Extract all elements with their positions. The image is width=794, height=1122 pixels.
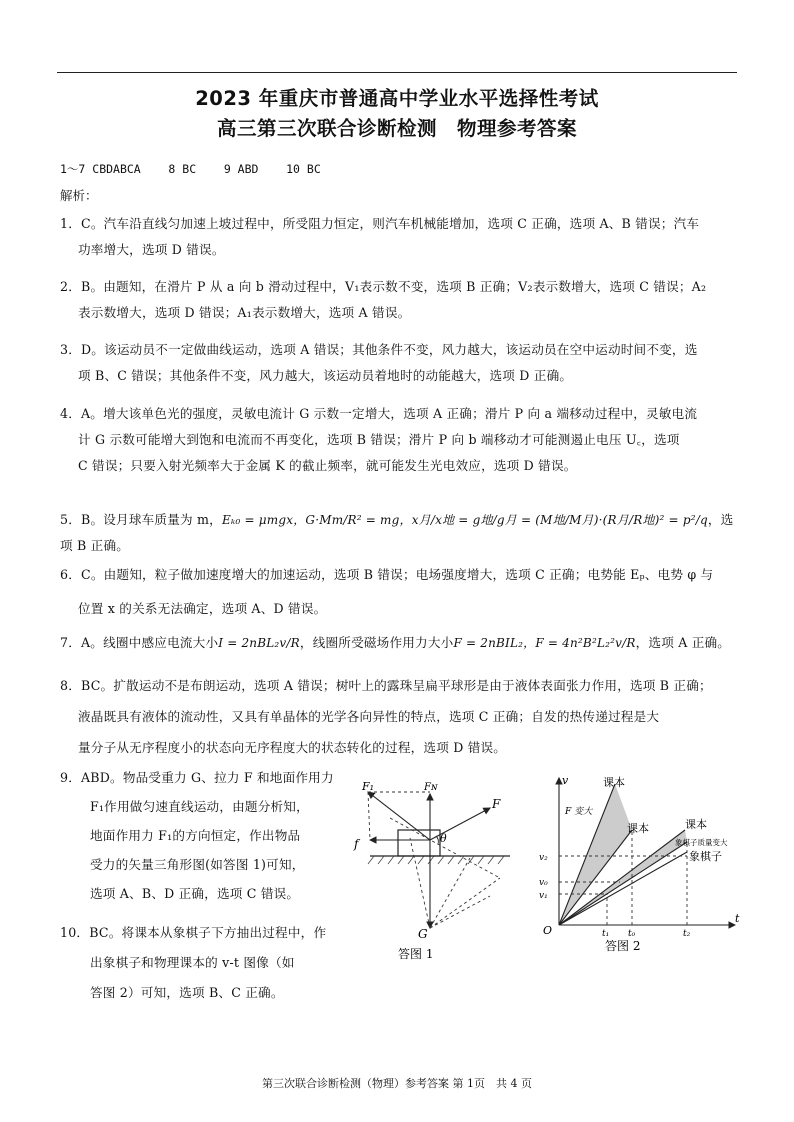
solution-text: ，选项 B 正确。 bbox=[60, 512, 734, 553]
v-axis-label: v bbox=[562, 774, 569, 787]
solution-text: 表示数增大，选项 D 错误；A₁表示数增大，选项 A 错误。 bbox=[78, 305, 411, 320]
t1-label: t₁ bbox=[602, 929, 610, 939]
figure1-caption: 答图 1 bbox=[398, 947, 434, 961]
f-label: F bbox=[492, 797, 501, 811]
f1-label: F₁ bbox=[362, 780, 375, 793]
analysis-label: 解析： bbox=[60, 188, 98, 203]
v1-label: v₁ bbox=[539, 891, 548, 901]
mass-change-label: 象棋子质量变大 bbox=[675, 838, 728, 847]
solution-text: 液晶既具有液体的流动性，又具有单晶体的光学各向异性的特点，选项 C 正确；自发的热传递过程是大 bbox=[78, 709, 660, 724]
solution-text: 3．D。该运动员不一定做曲线运动，选项 A 错误；其他条件不变，风力越大，该运动员在空中运动时间不变，选 bbox=[60, 342, 698, 357]
solution-6 bbox=[60, 558, 740, 626]
solution-text: 8．BC。扩散运动不是布朗运动，选项 A 错误；树叶上的露珠呈扁平球形是由于液体表面张力作用，选项 B 正确； bbox=[60, 678, 712, 693]
book-label-2: 课本 bbox=[627, 822, 649, 835]
force-diagram bbox=[350, 778, 530, 963]
solution-text: 项 B、C 错误；其他条件不变，风力越大，该运动员着地时的动能越大，选项 D 正确。 bbox=[78, 368, 573, 383]
solution-text: 7．A。线圈中感应电流大小 bbox=[60, 635, 219, 650]
solution-3 bbox=[60, 337, 740, 389]
solution-text: 10．BC。将课本从象棋子下方抽出过程中，作 bbox=[60, 925, 327, 940]
solution-text: 地面作用力 F₁的方向恒定，作出物品 bbox=[90, 828, 301, 843]
f-change-label: F 变大 bbox=[565, 807, 593, 817]
solution-text: 选项 A、B、D 正确，选项 C 错误。 bbox=[90, 886, 300, 901]
vt-graph bbox=[535, 770, 760, 960]
solution-1 bbox=[60, 211, 740, 263]
formula: I = 2nBL₂v/R bbox=[218, 636, 300, 650]
solution-5 bbox=[60, 507, 740, 559]
formula: Eₖ₀ = μmgx，G·Mm/R² = mg，x月/x地 = g地/g月 = (M地/M月)·(R月/R地)² = p²/q bbox=[221, 513, 708, 527]
solution-text: 4．A。增大该单色光的强度，灵敏电流计 G 示数一定增大，选项 A 正确；滑片 P 向 a 端移动过程中，灵敏电流 bbox=[60, 406, 698, 421]
solution-text: F₁作用做匀速直线运动，由题分析知， bbox=[90, 799, 309, 814]
v0-label: v₀ bbox=[539, 878, 548, 888]
solution-text: 功率增大，选项 D 错误。 bbox=[78, 242, 225, 257]
solution-text: 1．C。汽车沿直线匀加速上坡过程中，所受阻力恒定，则汽车机械能增加，选项 C 正确，选项 A、B 错误；汽车 bbox=[60, 216, 700, 231]
solution-text: 计 G 示数可能增大到饱和电流而不再变化，选项 B 错误；滑片 P 向 b 端移动才可能测遏止电压 U꜀，选项 bbox=[78, 432, 680, 447]
solution-text: ，线圈所受磁场作用力大小 bbox=[299, 635, 454, 650]
solution-text: 9．ABD。物品受重力 G、拉力 F 和地面作用力 bbox=[60, 770, 334, 785]
fn-label: Fɴ bbox=[424, 782, 438, 793]
page-footer: 第三次联合诊断检测（物理）参考答案 第 1页 共 4 页 bbox=[262, 1077, 532, 1090]
answer-key: 1～7 CBDABCA 8 BC 9 ABD 10 BC bbox=[60, 162, 321, 176]
chess-label: 象棋子 bbox=[689, 850, 722, 863]
solution-10 bbox=[60, 918, 350, 1008]
formula: F = 2nBIL₂，F = 4n²B²L₂²v/R bbox=[453, 636, 636, 650]
solution-2 bbox=[60, 274, 740, 326]
theta-label: θ bbox=[440, 832, 447, 845]
solution-text: ，选项 A 正确。 bbox=[635, 635, 731, 650]
solution-text: 量分子从无序程度小的状态向无序程度大的状态转化的过程，选项 D 错误。 bbox=[78, 740, 507, 755]
solution-text: 2．B。由题知，在滑片 P 从 a 向 b 滑动过程中，V₁表示数不变，选项 B 正确；V₂表示数增大，选项 C 错误；A₂ bbox=[60, 279, 707, 294]
solution-text: 位置 x 的关系无法确定，选项 A、D 错误。 bbox=[78, 601, 327, 616]
solution-text: 6．C。由题知，粒子做加速度增大的加速运动，选项 B 错误；电场强度增大，选项 C 正确；电势能 Eₚ、电势 φ 与 bbox=[60, 567, 714, 582]
book-label-1: 课本 bbox=[603, 776, 625, 789]
solution-text: C 错误；只要入射光频率大于金属 K 的截止频率，就可能发生光电效应，选项 D 错误。 bbox=[78, 458, 577, 473]
solution-9 bbox=[60, 763, 350, 908]
t-axis-label: t bbox=[735, 912, 740, 925]
solution-4 bbox=[60, 401, 740, 479]
book-label-3: 课本 bbox=[685, 818, 707, 831]
v2-label: v₂ bbox=[539, 853, 548, 863]
t2-label: t₂ bbox=[683, 929, 691, 939]
page-title: 2023 年重庆市普通高中学业水平选择性考试 bbox=[195, 87, 599, 110]
origin-label: O bbox=[543, 924, 553, 937]
g-label: G bbox=[418, 927, 428, 941]
solution-text: 受力的矢量三角形图(如答图 1)可知， bbox=[90, 857, 305, 872]
solution-8 bbox=[60, 670, 740, 763]
solution-text: 出象棋子和物理课本的 v-t 图像（如 bbox=[90, 955, 295, 970]
solution-text: 答图 2）可知，选项 B、C 正确。 bbox=[90, 985, 284, 1000]
solution-7 bbox=[60, 630, 740, 656]
solution-text: 5．B。设月球车质量为 m， bbox=[60, 512, 222, 527]
friction-label: f bbox=[354, 837, 359, 851]
figure2-caption: 答图 2 bbox=[605, 939, 641, 953]
page-subtitle: 高三第三次联合诊断检测 物理参考答案 bbox=[216, 117, 577, 140]
top-rule bbox=[57, 72, 737, 73]
t0-label: t₀ bbox=[628, 929, 636, 939]
